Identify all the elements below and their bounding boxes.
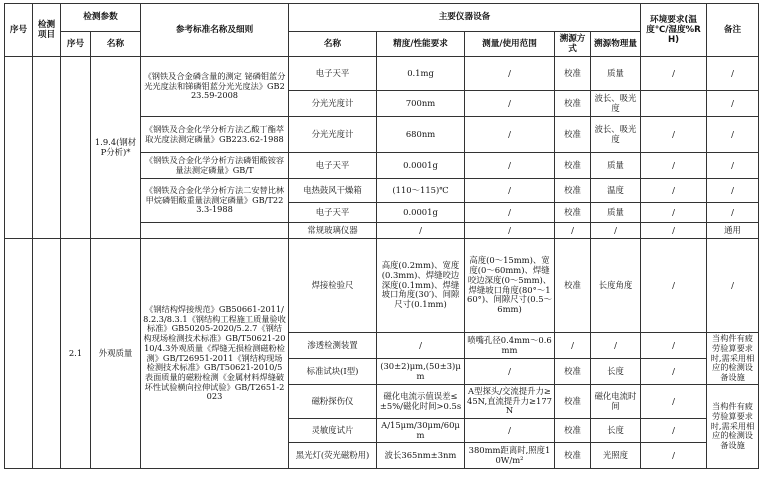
env-cell: / [641, 239, 707, 333]
equipment-quantity: 长度角度 [591, 239, 641, 333]
equipment-quantity: 长度 [591, 419, 641, 443]
equipment-precision: 0.1mg [377, 57, 465, 91]
equipment-quantity: 长度 [591, 359, 641, 385]
equipment-name: 电子天平 [289, 57, 377, 91]
equipment-quantity: 光照度 [591, 443, 641, 469]
equipment-quantity: 波长、吸光度 [591, 117, 641, 153]
equipment-range: 380mm距离时,照度10W/m² [465, 443, 555, 469]
equipment-range: / [465, 91, 555, 117]
group1-item [33, 57, 61, 239]
header-item: 检测项目 [33, 4, 61, 57]
header-eq-range: 测量/使用范围 [465, 32, 555, 57]
equipment-trace: 校准 [555, 91, 591, 117]
equipment-range: / [465, 203, 555, 223]
equipment-precision: 磁化电流示值误差≤±5%/磁化时间>0.5s [377, 385, 465, 419]
equipment-trace: / [555, 223, 591, 239]
env-cell: / [641, 223, 707, 239]
env-cell: / [641, 57, 707, 91]
equipment-range: / [465, 223, 555, 239]
equipment-precision: / [377, 223, 465, 239]
equipment-quantity: / [591, 333, 641, 359]
equipment-name: 电热鼓风干燥箱 [289, 179, 377, 203]
detection-parameters-table [4, 3, 759, 469]
standard-cell: 《钢铁及合金化学分析方法磷钼酸铵容量法测定磷量》GB/T [141, 153, 289, 179]
equipment-quantity: 温度 [591, 179, 641, 203]
header-param-name: 名称 [91, 32, 141, 57]
equipment-name: 分光光度计 [289, 91, 377, 117]
equipment-name: 常规玻璃仪器 [289, 223, 377, 239]
equipment-range: / [465, 57, 555, 91]
env-cell: / [641, 385, 707, 419]
remark-cell: / [707, 153, 759, 179]
group2-param-no: 2.1 [61, 239, 91, 469]
equipment-precision: / [377, 333, 465, 359]
equipment-trace: 校准 [555, 239, 591, 333]
equipment-range: / [465, 179, 555, 203]
header-params: 检测参数 [61, 4, 141, 32]
remark-cell: / [707, 117, 759, 153]
equipment-name: 标准试块(I型) [289, 359, 377, 385]
equipment-name: 电子天平 [289, 203, 377, 223]
header-seq: 序号 [5, 4, 33, 57]
env-cell: / [641, 153, 707, 179]
remark-cell: 当构件有疲劳验算要求时,需采用相应的检测设备设施 [707, 385, 759, 469]
equipment-quantity: 质量 [591, 153, 641, 179]
equipment-trace: 校准 [555, 419, 591, 443]
remark-cell: / [707, 57, 759, 91]
equipment-trace: 校准 [555, 57, 591, 91]
equipment-name: 灵敏度试片 [289, 419, 377, 443]
equipment-trace: 校准 [555, 117, 591, 153]
group2-seq [5, 239, 33, 469]
equipment-range: / [465, 359, 555, 385]
env-cell: / [641, 333, 707, 359]
equipment-trace: 校准 [555, 153, 591, 179]
equipment-precision: 700nm [377, 91, 465, 117]
equipment-range: A型探头/交流提升力≥45N,直流提升力≥177N [465, 385, 555, 419]
equipment-quantity: / [591, 223, 641, 239]
equipment-precision: 680nm [377, 117, 465, 153]
table-row [5, 57, 759, 91]
header-equipment: 主要仪器设备 [289, 4, 641, 32]
equipment-trace: 校准 [555, 203, 591, 223]
equipment-precision: 高度(0.2mm)、宽度(0.3mm)、焊缝咬边深度(0.1mm)、焊缝坡口角度(30′)、间隙尺寸(0.1mm) [377, 239, 465, 333]
remark-cell: / [707, 239, 759, 333]
group2-item [33, 239, 61, 469]
remark-cell: 通用 [707, 223, 759, 239]
equipment-trace: 校准 [555, 359, 591, 385]
header-eq-quantity: 溯源物理量 [591, 32, 641, 57]
equipment-quantity: 波长、吸光度 [591, 91, 641, 117]
header-eq-trace: 溯源方式 [555, 32, 591, 57]
equipment-precision: A/15μm/30μm/60μm [377, 419, 465, 443]
equipment-range: / [465, 419, 555, 443]
equipment-range: 喷嘴孔径0.4mm～0.6mm [465, 333, 555, 359]
remark-cell: / [707, 179, 759, 203]
env-cell: / [641, 117, 707, 153]
equipment-precision: 0.0001g [377, 153, 465, 179]
equipment-name: 磁粉探伤仪 [289, 385, 377, 419]
equipment-range: / [465, 117, 555, 153]
equipment-name: 分光光度计 [289, 117, 377, 153]
equipment-quantity: 磁化电流时间 [591, 385, 641, 419]
standard-cell: 《钢结构焊接规范》GB50661-2011/8.2.3/8.3.1《钢结构工程施工质量验收标准》GB50205-2020/5.2.7《钢结构现场检测技术标准》GB/T50621-2010/4.3外观质量《焊缝无损检测磁粉检测》GB/T26951-2011《钢结构现场检测技术标准》GB/T50621-2010/5表面质量的磁粉检测《金属材料焊缝破坏性试验横向拉伸试验》GB/T2651-2023 [141, 239, 289, 469]
equipment-name: 焊接检验尺 [289, 239, 377, 333]
env-cell: / [641, 359, 707, 385]
env-cell: / [641, 203, 707, 223]
header-remark: 备注 [707, 4, 759, 57]
equipment-trace: 校准 [555, 385, 591, 419]
remark-cell: 当构件有疲劳验算要求时,需采用相应的检测设备设施 [707, 333, 759, 385]
env-cell: / [641, 443, 707, 469]
equipment-range: 高度(0～15mm)、宽度(0～60mm)、焊缝咬边深度(0～5mm)、焊缝坡口角度(80°～160°)、间隙尺寸(0.5～6mm) [465, 239, 555, 333]
group2-param-name: 外观质量 [91, 239, 141, 469]
standard-cell [141, 223, 289, 239]
group1-param-no [61, 57, 91, 239]
standard-cell: 《钢铁及合金化学分析方法乙酸丁酯萃取光度法测定磷量》GB223.62-1988 [141, 117, 289, 153]
equipment-trace: 校准 [555, 179, 591, 203]
header-param-no: 序号 [61, 32, 91, 57]
header-eq-name: 名称 [289, 32, 377, 57]
remark-cell: / [707, 203, 759, 223]
equipment-precision: (30±2)μm,(50±3)μm [377, 359, 465, 385]
table-row [5, 239, 759, 333]
equipment-range: / [465, 153, 555, 179]
remark-cell: / [707, 91, 759, 117]
equipment-quantity: 质量 [591, 57, 641, 91]
group1-seq [5, 57, 33, 239]
equipment-trace: / [555, 333, 591, 359]
group1-param-name: 1.9.4(钢材P分析)* [91, 57, 141, 239]
env-cell: / [641, 419, 707, 443]
equipment-name: 渗透检测装置 [289, 333, 377, 359]
equipment-precision: 波长365nm±3nm [377, 443, 465, 469]
header-standard: 参考标准名称及细则 [141, 4, 289, 57]
equipment-name: 黑光灯(荧光磁粉用) [289, 443, 377, 469]
equipment-quantity: 质量 [591, 203, 641, 223]
standard-cell: 《钢铁及合金化学分析方法二安替比林甲烷磷钼酸重量法测定磷量》GB/T223.3-1988 [141, 179, 289, 223]
equipment-precision: (110～115)℃ [377, 179, 465, 203]
standard-cell: 《钢铁及合金磷含量的测定 铋磷钼蓝分光光度法和锑磷钼蓝分光光度法》GB223.59-2008 [141, 57, 289, 117]
env-cell [641, 91, 707, 117]
env-cell: / [641, 179, 707, 203]
header-eq-precision: 精度/性能要求 [377, 32, 465, 57]
equipment-trace: 校准 [555, 443, 591, 469]
equipment-name: 电子天平 [289, 153, 377, 179]
header-env: 环境要求(温度℃/湿度%RH) [641, 4, 707, 57]
equipment-precision: 0.0001g [377, 203, 465, 223]
